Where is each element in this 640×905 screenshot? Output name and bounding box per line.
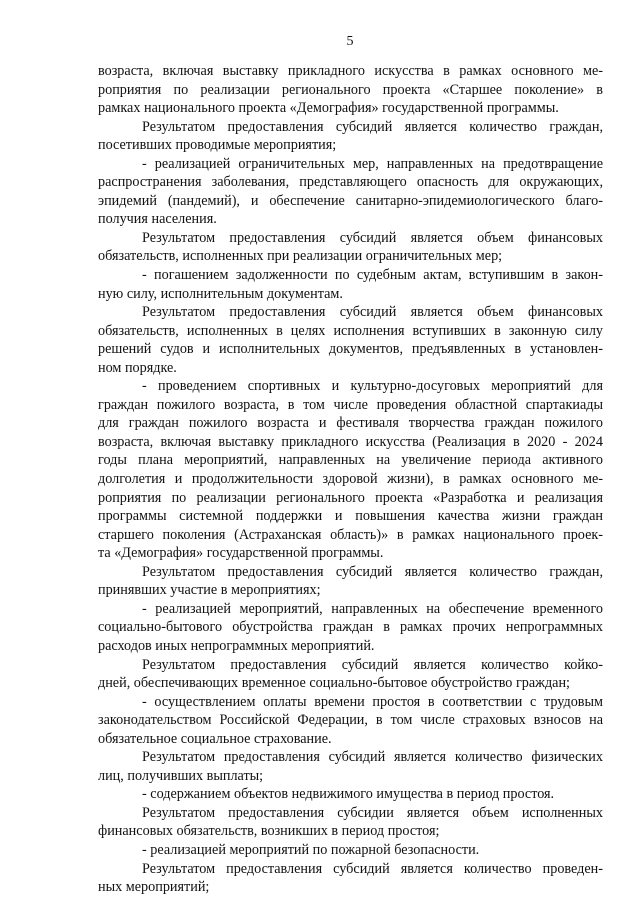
text-line: эпидемий (пандемий), и обеспечение санитарно-эпидемиологического благо-	[98, 192, 603, 209]
text-line: дней, обеспечивающих временное социально-бытовое обустройство граждан;	[98, 675, 571, 692]
text-line: программы системной поддержки и повышения качества жизни граждан	[98, 508, 603, 525]
text-line: Результатом предоставления субсидий является количество граждан,	[142, 563, 603, 580]
text-line: - реализацией мероприятий по пожарной безопасности.	[142, 841, 480, 858]
text-line: возраста, включая выставку прикладного искусства (Реализация в 2020 - 2024	[98, 433, 603, 450]
text-line: для граждан пожилого возраста и фестиваля творчества граждан пожилого	[98, 415, 603, 432]
text-line: распространения заболевания, представляющего опасность для окружающих,	[98, 174, 603, 191]
text-line: получия населения.	[98, 211, 217, 228]
text-line: обязательств, исполненных в целях исполнения вступивших в законную силу	[98, 322, 603, 339]
text-line: - реализацией мероприятий, направленных на обеспечение временного	[142, 600, 603, 617]
text-line: социально-бытового обустройства граждан в рамках прочих непрограммных	[98, 619, 603, 636]
text-line: лиц, получивших выплаты;	[98, 767, 264, 784]
text-line: решений судов и исполнительных документов, предъявленных в установлен-	[98, 341, 603, 358]
text-line: ных мероприятий;	[98, 879, 210, 896]
text-line: обязательств, исполненных при реализации ограничительных мер;	[98, 248, 503, 265]
text-line: Результатом предоставления субсидии является объем исполненных	[142, 804, 603, 821]
text-line: годы плана мероприятий, направленных на увеличение периода активного	[98, 452, 603, 469]
text-line: расходов иных непрограммных мероприятий.	[98, 637, 375, 654]
text-line: - осуществлением оплаты времени простоя в соответствии с трудовым	[142, 693, 603, 710]
text-line: Результатом предоставления субсидий является количество физических	[142, 749, 603, 766]
text-line: Результатом предоставления субсидий является количество проведен-	[142, 860, 603, 877]
text-line: - реализацией ограничительных мер, направленных на предотвращение	[142, 155, 603, 172]
text-line: граждан пожилого возраста, в том числе проведения областной спартакиады	[98, 396, 603, 413]
text-line: - проведением спортивных и культурно-досуговых мероприятий для	[142, 378, 603, 395]
text-line: Результатом предоставления субсидий является количество койко-	[142, 656, 603, 673]
text-line: посетивших проводимые мероприятия;	[98, 137, 337, 154]
text-line: ном порядке.	[98, 359, 177, 376]
text-line: - погашением задолженности по судебным актам, вступившим в закон-	[142, 267, 603, 284]
text-line: рамках национального проекта «Демография» государственной программы.	[98, 100, 559, 117]
text-line: роприятия по реализации регионального проекта «Старшее поколение» в	[98, 81, 603, 98]
text-line: старшего поколения (Астраханская область)» в рамках национального проек-	[98, 526, 603, 543]
text-line: Результатом предоставления субсидий является объем финансовых	[142, 229, 603, 246]
text-line: - содержанием объектов недвижимого имущества в период простоя.	[142, 786, 555, 803]
text-line: принявших участие в мероприятиях;	[98, 582, 321, 599]
text-line: Результатом предоставления субсидий является объем финансовых	[142, 304, 603, 321]
text-line: возраста, включая выставку прикладного искусства в рамках основного ме-	[98, 63, 603, 79]
text-line: та «Демография» государственной программы.	[98, 545, 384, 562]
text-line: финансовых обязательств, возникших в период простоя;	[98, 823, 440, 840]
text-line: долголетия и продолжительности здоровой жизни), в рамках основного ме-	[98, 471, 603, 488]
document-body	[98, 62, 603, 897]
text-line: законодательством Российской Федерации, в том числе страховых взносов на	[98, 712, 603, 729]
text-line: Результатом предоставления субсидий является количество граждан,	[142, 118, 603, 135]
text-line: роприятия по реализации регионального проекта «Разработка и реализация	[98, 489, 603, 506]
text-line: ную силу, исполнительным документам.	[98, 285, 343, 302]
text-line: обязательное социальное страхование.	[98, 730, 332, 747]
page-number: 5	[346, 34, 354, 49]
